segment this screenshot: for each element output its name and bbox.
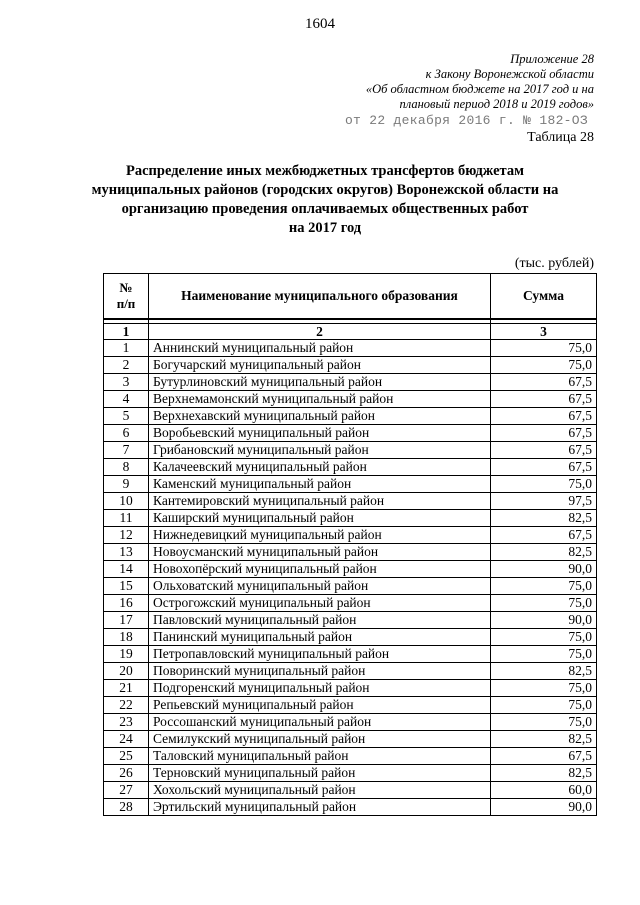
table-row bbox=[104, 663, 597, 680]
row-number: 1 bbox=[104, 340, 149, 357]
appendix-line: Приложение 28 bbox=[510, 52, 594, 66]
table-row bbox=[104, 425, 597, 442]
table-row bbox=[104, 510, 597, 527]
row-sum: 75,0 bbox=[491, 646, 597, 663]
municipality-name: Бутурлиновский муниципальный район bbox=[149, 374, 491, 391]
row-number: 16 bbox=[104, 595, 149, 612]
municipality-name: Каширский муниципальный район bbox=[149, 510, 491, 527]
row-number: 21 bbox=[104, 680, 149, 697]
municipality-name: Репьевский муниципальный район bbox=[149, 697, 491, 714]
column-number: 1 bbox=[104, 324, 149, 340]
row-number: 23 bbox=[104, 714, 149, 731]
table-row bbox=[104, 561, 597, 578]
municipality-name: Хохольский муниципальный район bbox=[149, 782, 491, 799]
row-number: 19 bbox=[104, 646, 149, 663]
row-sum: 75,0 bbox=[491, 697, 597, 714]
municipality-name: Терновский муниципальный район bbox=[149, 765, 491, 782]
row-sum: 67,5 bbox=[491, 425, 597, 442]
municipality-name: Ольховатский муниципальный район bbox=[149, 578, 491, 595]
row-number: 3 bbox=[104, 374, 149, 391]
table-row bbox=[104, 595, 597, 612]
table-row bbox=[104, 374, 597, 391]
table-row bbox=[104, 578, 597, 595]
table-row bbox=[104, 357, 597, 374]
table-row bbox=[104, 493, 597, 510]
table-row bbox=[104, 714, 597, 731]
municipality-name: Эртильский муниципальный район bbox=[149, 799, 491, 816]
header-sum: Сумма bbox=[491, 274, 597, 320]
table-row bbox=[104, 765, 597, 782]
row-sum: 82,5 bbox=[491, 663, 597, 680]
table-row bbox=[104, 782, 597, 799]
table-row bbox=[104, 697, 597, 714]
row-sum: 67,5 bbox=[491, 748, 597, 765]
table-row bbox=[104, 391, 597, 408]
row-sum: 82,5 bbox=[491, 510, 597, 527]
row-sum: 67,5 bbox=[491, 527, 597, 544]
municipality-name: Подгоренский муниципальный район bbox=[149, 680, 491, 697]
table-row bbox=[104, 680, 597, 697]
municipality-name: Острогожский муниципальный район bbox=[149, 595, 491, 612]
row-sum: 75,0 bbox=[491, 680, 597, 697]
municipality-name: Россошанский муниципальный район bbox=[149, 714, 491, 731]
table-row bbox=[104, 476, 597, 493]
table-row bbox=[104, 544, 597, 561]
municipality-name: Панинский муниципальный район bbox=[149, 629, 491, 646]
title-line: Распределение иных межбюджетных трансфертов бюджетам bbox=[126, 163, 524, 179]
row-sum: 67,5 bbox=[491, 459, 597, 476]
table-body bbox=[104, 319, 597, 816]
table-row bbox=[104, 408, 597, 425]
municipality-name: Верхнемамонский муниципальный район bbox=[149, 391, 491, 408]
table-row bbox=[104, 612, 597, 629]
appendix-header bbox=[366, 52, 594, 112]
municipality-name: Грибановский муниципальный район bbox=[149, 442, 491, 459]
page-number: 1604 bbox=[305, 16, 335, 32]
row-sum: 82,5 bbox=[491, 731, 597, 748]
header-num-abbr: п/п bbox=[116, 296, 136, 311]
column-number-row bbox=[104, 324, 597, 340]
row-number: 13 bbox=[104, 544, 149, 561]
row-number: 5 bbox=[104, 408, 149, 425]
municipality-name: Калачеевский муниципальный район bbox=[149, 459, 491, 476]
law-date-stamp: от 22 декабря 2016 г. № 182-ОЗ bbox=[344, 113, 588, 128]
header-name: Наименование муниципального образования bbox=[149, 274, 491, 320]
row-number: 7 bbox=[104, 442, 149, 459]
municipality-name: Богучарский муниципальный район bbox=[149, 357, 491, 374]
column-number: 2 bbox=[149, 324, 491, 340]
row-number: 11 bbox=[104, 510, 149, 527]
row-number: 6 bbox=[104, 425, 149, 442]
header-num-symbol: № bbox=[119, 280, 133, 295]
table-row bbox=[104, 340, 597, 357]
row-sum: 75,0 bbox=[491, 714, 597, 731]
title-line: муниципальных районов (городских округов) Воронежской области на bbox=[91, 182, 559, 198]
table-row bbox=[104, 731, 597, 748]
row-sum: 67,5 bbox=[491, 442, 597, 459]
municipality-name: Аннинский муниципальный район bbox=[149, 340, 491, 357]
appendix-line: к Закону Воронежской области bbox=[425, 67, 594, 81]
municipality-name: Новохопёрский муниципальный район bbox=[149, 561, 491, 578]
row-number: 4 bbox=[104, 391, 149, 408]
appendix-line: «Об областном бюджете на 2017 год и на bbox=[365, 82, 594, 96]
row-sum: 67,5 bbox=[491, 408, 597, 425]
row-number: 10 bbox=[104, 493, 149, 510]
municipality-name: Каменский муниципальный район bbox=[149, 476, 491, 493]
row-number: 28 bbox=[104, 799, 149, 816]
table-row bbox=[104, 459, 597, 476]
municipality-name: Верхнехавский муниципальный район bbox=[149, 408, 491, 425]
distribution-table bbox=[103, 273, 597, 816]
row-sum: 60,0 bbox=[491, 782, 597, 799]
row-number: 27 bbox=[104, 782, 149, 799]
row-number: 14 bbox=[104, 561, 149, 578]
municipality-name: Воробьевский муниципальный район bbox=[149, 425, 491, 442]
header-num bbox=[104, 274, 149, 320]
row-sum: 82,5 bbox=[491, 544, 597, 561]
row-sum: 67,5 bbox=[491, 374, 597, 391]
row-sum: 82,5 bbox=[491, 765, 597, 782]
title-line: на 2017 год bbox=[288, 220, 362, 236]
row-number: 9 bbox=[104, 476, 149, 493]
municipality-name: Кантемировский муниципальный район bbox=[149, 493, 491, 510]
municipality-name: Новоусманский муниципальный район bbox=[149, 544, 491, 561]
table-header-row bbox=[104, 274, 597, 320]
column-number: 3 bbox=[491, 324, 597, 340]
row-number: 17 bbox=[104, 612, 149, 629]
municipality-name: Петропавловский муниципальный район bbox=[149, 646, 491, 663]
row-sum: 90,0 bbox=[491, 612, 597, 629]
title-line: организацию проведения оплачиваемых общественных работ bbox=[121, 201, 529, 217]
municipality-name: Поворинский муниципальный район bbox=[149, 663, 491, 680]
row-number: 2 bbox=[104, 357, 149, 374]
row-sum: 75,0 bbox=[491, 595, 597, 612]
row-sum: 75,0 bbox=[491, 357, 597, 374]
municipality-name: Таловский муниципальный район bbox=[149, 748, 491, 765]
row-sum: 75,0 bbox=[491, 340, 597, 357]
table-row bbox=[104, 527, 597, 544]
document-title bbox=[90, 162, 560, 238]
row-number: 20 bbox=[104, 663, 149, 680]
row-sum: 75,0 bbox=[491, 629, 597, 646]
table-row bbox=[104, 442, 597, 459]
municipality-name: Нижнедевицкий муниципальный район bbox=[149, 527, 491, 544]
row-sum: 90,0 bbox=[491, 799, 597, 816]
municipality-name: Павловский муниципальный район bbox=[149, 612, 491, 629]
appendix-line: плановый период 2018 и 2019 годов» bbox=[399, 97, 594, 111]
row-sum: 90,0 bbox=[491, 561, 597, 578]
table-row bbox=[104, 646, 597, 663]
row-number: 12 bbox=[104, 527, 149, 544]
row-sum: 75,0 bbox=[491, 476, 597, 493]
row-number: 22 bbox=[104, 697, 149, 714]
row-number: 25 bbox=[104, 748, 149, 765]
row-number: 15 bbox=[104, 578, 149, 595]
table-row bbox=[104, 629, 597, 646]
row-number: 24 bbox=[104, 731, 149, 748]
row-number: 26 bbox=[104, 765, 149, 782]
row-number: 8 bbox=[104, 459, 149, 476]
table-row bbox=[104, 748, 597, 765]
row-sum: 75,0 bbox=[491, 578, 597, 595]
table-label: Таблица 28 bbox=[527, 130, 594, 145]
municipality-name: Семилукский муниципальный район bbox=[149, 731, 491, 748]
units-label: (тыс. рублей) bbox=[514, 256, 594, 271]
row-number: 18 bbox=[104, 629, 149, 646]
row-sum: 67,5 bbox=[491, 391, 597, 408]
table-row bbox=[104, 799, 597, 816]
row-sum: 97,5 bbox=[491, 493, 597, 510]
